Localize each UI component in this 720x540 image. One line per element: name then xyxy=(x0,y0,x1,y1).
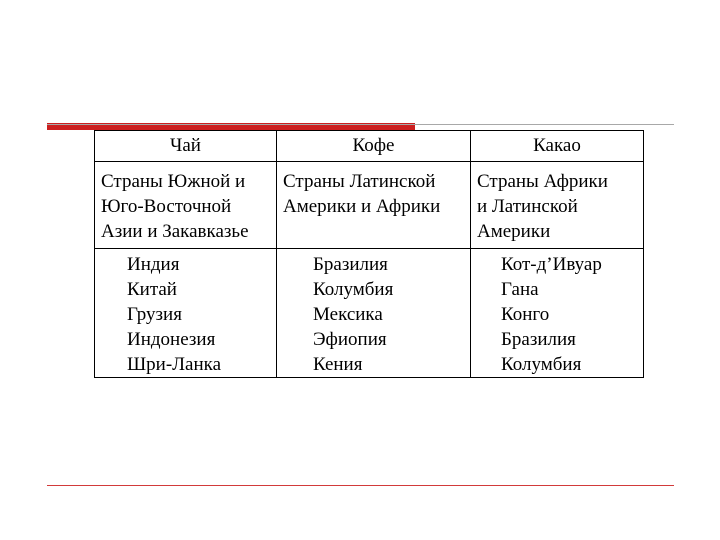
top-divider xyxy=(47,124,674,125)
country-item: Бразилия xyxy=(501,329,576,350)
region-line: Америки xyxy=(477,221,551,242)
regions-row xyxy=(95,162,644,249)
country-item: Китай xyxy=(127,279,177,300)
countries-row xyxy=(95,249,644,378)
country-item: Конго xyxy=(501,304,550,325)
country-item: Индонезия xyxy=(127,329,216,350)
region-line: Страны Африки xyxy=(477,171,608,192)
region-line: Страны Южной и xyxy=(101,171,246,192)
tea-regions-cell xyxy=(95,162,277,249)
crops-table xyxy=(94,130,644,378)
bottom-divider xyxy=(47,485,674,486)
tea-countries-cell xyxy=(95,249,277,378)
country-item: Гана xyxy=(501,279,539,300)
header-cocoa: Какао xyxy=(471,131,644,162)
country-item: Колумбия xyxy=(313,279,394,300)
coffee-countries-cell xyxy=(277,249,471,378)
country-item: Грузия xyxy=(127,304,182,325)
region-line: и Латинской xyxy=(477,196,578,217)
header-coffee: Кофе xyxy=(277,131,471,162)
country-item: Индия xyxy=(127,254,180,275)
country-item: Эфиопия xyxy=(313,329,387,350)
country-item: Шри-Ланка xyxy=(127,354,222,375)
country-item: Колумбия xyxy=(501,354,582,375)
header-row xyxy=(95,131,644,162)
cocoa-regions-cell xyxy=(471,162,644,249)
country-item: Бразилия xyxy=(313,254,388,275)
header-tea: Чай xyxy=(95,131,277,162)
region-line: Страны Латинской xyxy=(283,171,436,192)
region-line: Америки и Африки xyxy=(283,196,441,217)
region-line: Юго-Восточной xyxy=(101,196,232,217)
coffee-regions-cell xyxy=(277,162,471,249)
country-item: Мексика xyxy=(313,304,383,325)
country-item: Кения xyxy=(313,354,363,375)
country-item: Кот-д’Ивуар xyxy=(501,254,602,275)
region-line: Азии и Закавказье xyxy=(101,221,249,242)
cocoa-countries-cell xyxy=(471,249,644,378)
